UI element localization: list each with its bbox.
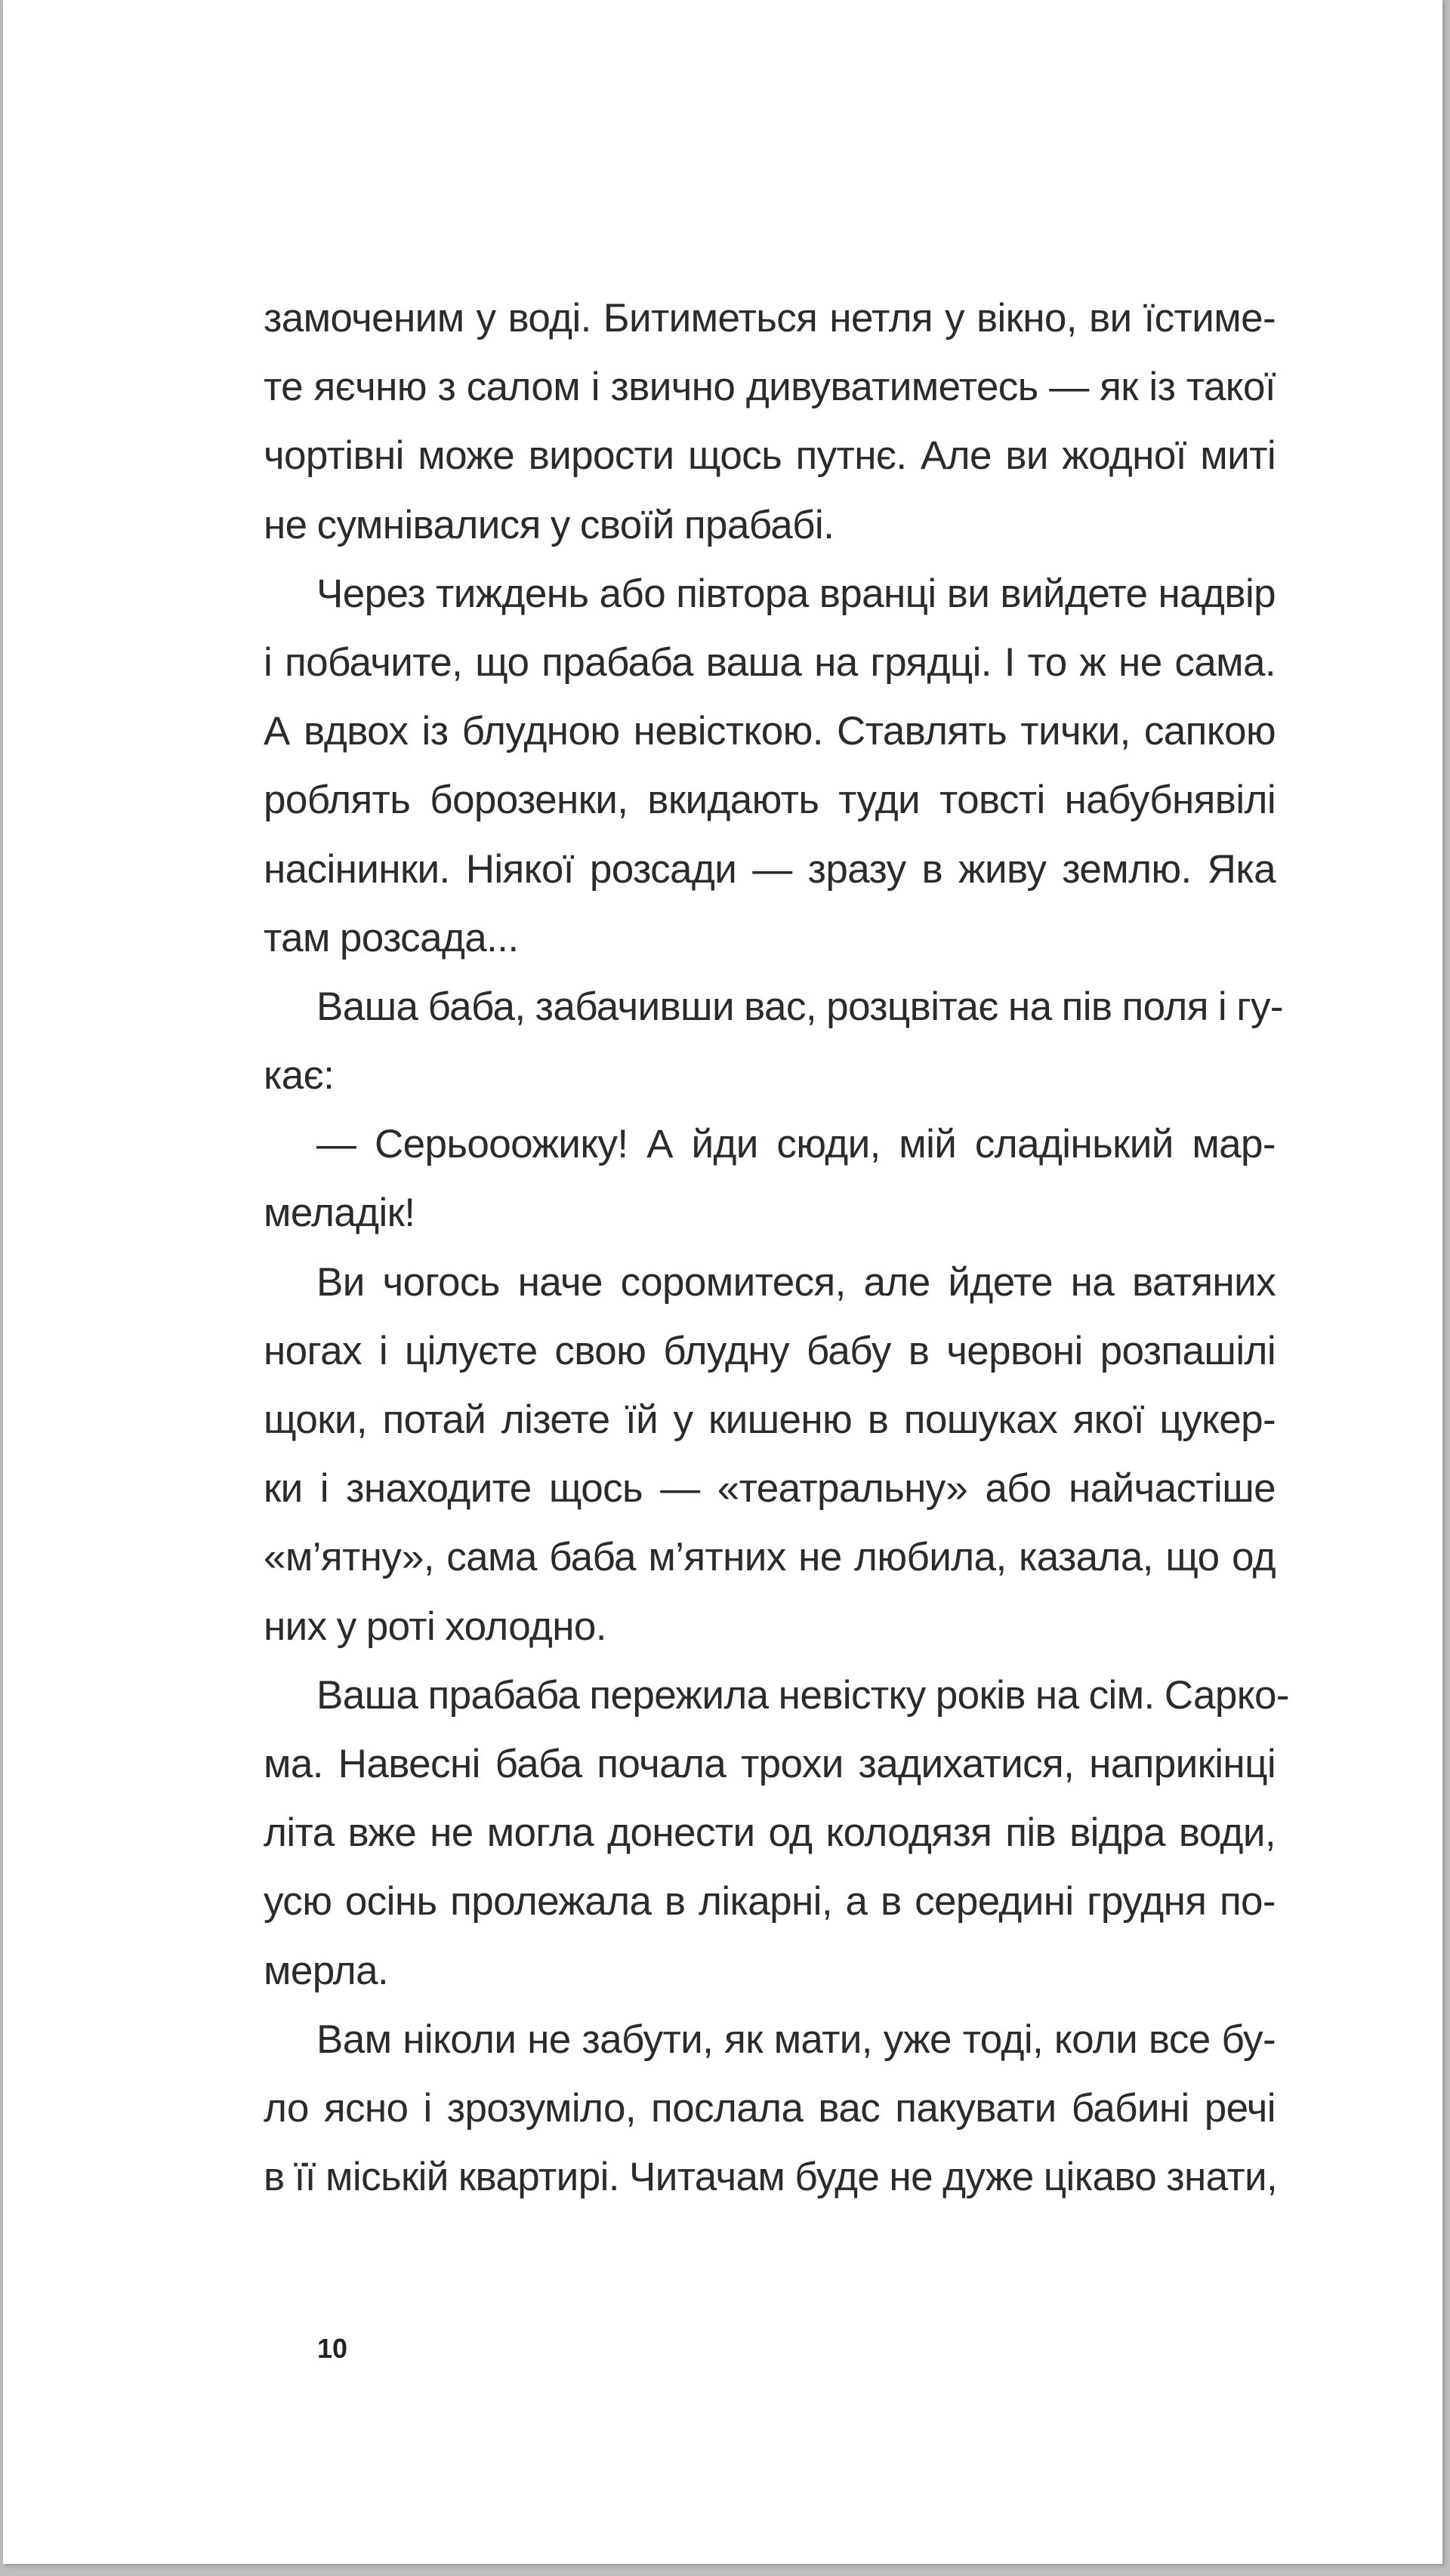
page-number: 10	[317, 2333, 348, 2364]
body-text	[264, 284, 1289, 2211]
text-line: ки і знаходите щось — «театральну» або найчастіше	[264, 1466, 1276, 1511]
text-line: чортівні може вирости щось путнє. Але ви жодної миті	[264, 433, 1276, 479]
text-line: там розсада...	[264, 915, 519, 960]
text-line: Ваша прабаба пережила невістку років на сім. Сарко-	[316, 1672, 1289, 1718]
text-line: меладік!	[264, 1191, 415, 1236]
text-line: Вам ніколи не забути, як мати, уже тоді, коли все бу-	[316, 2017, 1276, 2062]
text-line: ло ясно і зрозуміло, послала вас пакувати бабині речі	[264, 2085, 1276, 2131]
text-line: кає:	[264, 1053, 335, 1098]
text-line: те яєчню з салом і звично дивуватиметесь — як із такої	[264, 365, 1276, 410]
text-line: Через тиждень або півтора вранці ви вийдете надвір	[316, 571, 1276, 616]
text-line: «м’ятну», сама баба м’ятних не любила, казала, що од	[264, 1535, 1276, 1580]
text-line: ма. Навесні баба почала трохи задихатися, наприкінці	[264, 1741, 1276, 1786]
text-line: ногах і цілуєте свою блудну бабу в червоні розпашілі	[264, 1328, 1276, 1373]
text-line: щоки, потай лізете їй у кишеню в пошуках якої цукер-	[264, 1397, 1276, 1442]
text-line: Ви чогось наче соромитеся, але йдете на ватяних	[316, 1259, 1276, 1305]
text-line: Ваша баба, забачивши вас, розцвітає на пів поля і гу-	[316, 984, 1283, 1029]
text-line: мерла.	[264, 1948, 389, 1993]
text-line: — Серьооожику! А йди сюди, мій сладінький мар-	[316, 1122, 1276, 1167]
text-line: А вдвох із блудною невісткою. Ставлять тички, сапкою	[264, 709, 1276, 754]
text-line: в її міській квартирі. Читачам буде не дуже цікаво знати,	[264, 2155, 1278, 2200]
book-page	[3, 0, 1442, 2564]
text-line: насінинки. Ніякої розсади — зразу в живу землю. Яка	[264, 846, 1276, 892]
text-line: замоченим у воді. Битиметься нетля у вікно, ви їстиме-	[264, 296, 1276, 340]
text-line: не сумнівалися у своїй прабабі.	[264, 502, 835, 547]
text-line: і побачите, що прабаба ваша на грядці. І то ж не сама.	[264, 639, 1276, 685]
text-line: них у роті холодно.	[264, 1604, 606, 1649]
text-line: літа вже не могла донести од колодязя пів відра води,	[264, 1810, 1276, 1856]
text-line: роблять борозенки, вкидають туди товсті набубнявілі	[264, 778, 1276, 823]
text-line: усю осінь пролежала в лікарні, а в середині грудня по-	[264, 1879, 1276, 1924]
